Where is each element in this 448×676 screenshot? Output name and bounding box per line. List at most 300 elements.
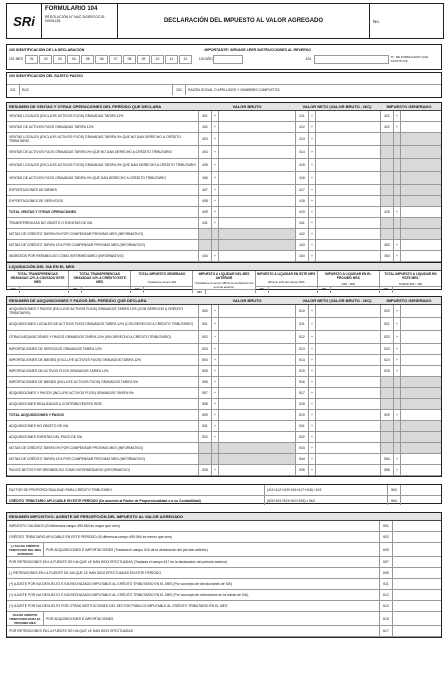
declaration-id-section (6, 44, 442, 70)
plus-sign (212, 454, 219, 464)
purchases-c2-value[interactable] (316, 421, 381, 431)
summary-code: 615 (380, 612, 393, 625)
purchases-c2-value[interactable] (316, 388, 381, 398)
sales-c3-value (401, 133, 441, 145)
month-selector (7, 54, 441, 64)
plus-sign (394, 443, 401, 453)
purchases-c2-value[interactable] (316, 399, 381, 409)
sales-row (7, 251, 441, 262)
sales-c1-value[interactable] (219, 122, 296, 132)
sales-c2-value[interactable] (316, 146, 381, 158)
resolution-number: RESOLUCIÓN N° NAC-DGERCGC15-00001128 (45, 15, 106, 23)
plus-sign: + (309, 251, 316, 261)
summary-code: 613 (380, 601, 393, 611)
purchases-c1-code: 500 (199, 305, 212, 317)
sales-c1-value[interactable] (219, 207, 296, 217)
summary-code: 609 (380, 568, 393, 578)
summary-group-label: (-) SALDO CRÉDITO TRIBUTARIO DEL MES ANTERIOR (7, 543, 44, 556)
sales-c2-value[interactable] (316, 240, 381, 250)
purchases-c3-code: 529 (381, 410, 394, 420)
summary-value[interactable] (393, 626, 441, 636)
plus-sign: + (309, 388, 316, 398)
sales-c2-value[interactable] (316, 133, 381, 145)
summary-value[interactable] (393, 557, 441, 567)
plus-sign: + (394, 465, 401, 475)
sales-title: RESUMEN DE VENTAS Y OTRAS OPERACIONES DEL PERÍODO QUE DECLARA (9, 104, 162, 109)
purchases-row (7, 366, 441, 377)
sales-c1-code (199, 229, 212, 239)
liquidation-col (131, 271, 193, 293)
purchases-c3-value[interactable] (401, 305, 441, 317)
purchases-c3-code (381, 443, 394, 453)
liquidation-col-title: TOTAL IMPUESTO GENERADO (138, 272, 186, 276)
sales-table (6, 102, 442, 263)
purchases-header (7, 297, 441, 305)
summary-code: 611 (380, 579, 393, 589)
month-box-12[interactable]: 12 (179, 55, 192, 64)
purchases-c1-value[interactable] (219, 331, 296, 343)
liquidation-col-title: IMPUESTO A LIQUIDAR EN ESTE MES (257, 272, 316, 276)
sales-c2-value[interactable] (316, 111, 381, 121)
purchases-c1-value[interactable] (219, 318, 296, 330)
month-box-03[interactable]: 03 (53, 55, 66, 64)
sales-row (7, 133, 441, 146)
liquidation-code: 483 (193, 290, 206, 294)
liquidation-col (256, 271, 318, 293)
month-box-07[interactable]: 07 (109, 55, 122, 64)
sales-c3-value[interactable] (401, 122, 441, 132)
plus-sign: + (394, 366, 401, 376)
sales-c3-code: 454 (381, 251, 394, 261)
sales-c3-value[interactable] (401, 207, 441, 217)
purchases-row (7, 331, 441, 344)
purchases-c3-value (401, 377, 441, 387)
liquidation-col-sub: (Trasládese el campo 485 de la declaración del período anterior) (194, 281, 254, 289)
liquidation-title: LIQUIDACIÓN DEL IVA EN EL MES (7, 263, 441, 271)
liquidation-field[interactable] (256, 286, 317, 293)
liquidation-field[interactable] (380, 286, 441, 293)
summary-value[interactable] (393, 601, 441, 611)
purchases-c3-code: 523 (381, 344, 394, 354)
plus-sign: + (309, 318, 316, 330)
summary-code: 612 (380, 590, 393, 600)
month-label: 101 MES (9, 57, 23, 61)
plus-sign (394, 388, 401, 398)
purchases-c1-value[interactable] (219, 465, 296, 475)
sales-c3-value (401, 196, 441, 206)
plus-sign: + (309, 229, 316, 239)
plus-sign: + (212, 218, 219, 228)
sales-c2-code: 417 (296, 185, 309, 195)
sales-c1-value[interactable] (219, 172, 296, 184)
summary-table (6, 512, 442, 638)
plus-sign: + (309, 344, 316, 354)
plus-sign: + (309, 207, 316, 217)
liquidation-field[interactable] (193, 289, 254, 294)
purchases-c3-code: 555 (381, 465, 394, 475)
sales-row (7, 159, 441, 172)
plus-sign: + (212, 196, 219, 206)
month-box-05[interactable]: 05 (81, 55, 94, 64)
ruc-field[interactable] (20, 85, 173, 95)
summary-value[interactable] (393, 532, 441, 542)
summary-code: 602 (380, 532, 393, 542)
sales-c1-value[interactable] (219, 111, 296, 121)
sales-c2-code: 412 (296, 122, 309, 132)
summary-row-label: (-) RETENCIONES EN LA FUENTE DE IVA QUE LE HAN SIDO EFECTUADAS EN ESTE PERÍODO (7, 568, 380, 578)
sales-c1-code: 406 (199, 172, 212, 184)
purchases-c2-value[interactable] (316, 318, 381, 330)
plus-sign (394, 196, 401, 206)
sales-c1-value[interactable] (219, 251, 296, 261)
summary-row (7, 590, 441, 601)
plus-sign: + (394, 318, 401, 330)
sales-row (7, 240, 441, 251)
liquidation-col-title: TOTAL TRANSFERENCIAS GRAVADAS 12% A CRÉDITO ESTE MES (73, 272, 126, 284)
sales-c3-value[interactable] (401, 111, 441, 121)
purchases-c1-code: 506 (199, 377, 212, 387)
liquidation-code: 499 (380, 287, 393, 293)
summary-row (7, 521, 441, 532)
plus-sign: + (212, 159, 219, 171)
sales-c1-value[interactable] (219, 218, 296, 228)
sales-c3-value (401, 218, 441, 228)
plus-sign: + (394, 331, 401, 343)
purchases-row-label: PAGOS NETOS POR REEMBOLSO COMO INTERMEDIARIO (INFORMATIVO) (7, 465, 199, 475)
purchases-c2-value[interactable] (316, 344, 381, 354)
sales-c3-code: 429 (381, 207, 394, 217)
sales-c1-value[interactable] (219, 146, 296, 158)
purchases-c3-value (401, 421, 441, 431)
sales-row-label: VENTAS DE ACTIVOS FIJOS GRAVADAS TARIFA 0% QUE NO DAN DERECHO A CRÉDITO TRIBUTARIO (7, 146, 199, 158)
month-box-02[interactable]: 02 (39, 55, 52, 64)
purchases-row-label: IMPORTACIONES DE ACTIVOS FIJOS GRAVADOS TARIFA 12% (7, 366, 199, 376)
purchases-c1-code: 504 (199, 355, 212, 365)
plus-sign: + (394, 240, 401, 250)
month-box-04[interactable]: 04 (67, 55, 80, 64)
plus-sign: + (309, 410, 316, 420)
sales-c3-code (381, 146, 394, 158)
sales-c2-value[interactable] (316, 218, 381, 228)
purchases-row-label: IMPORTACIONES DE BIENES (EXCLUYE ACTIVOS FIJOS) GRAVADOS TARIFA 12% (7, 355, 199, 365)
purchases-c3-value[interactable] (401, 318, 441, 330)
sales-c1-code: 408 (199, 196, 212, 206)
purchases-c1-code: 509 (199, 410, 212, 420)
plus-sign (394, 399, 401, 409)
sales-c2-value[interactable] (316, 122, 381, 132)
purchases-row (7, 399, 441, 410)
plus-sign: + (309, 146, 316, 158)
purchases-c2-code: 519 (296, 410, 309, 420)
purchases-c2-code: 513 (296, 344, 309, 354)
taxpayer-label: 200 IDENTIFICACIÓN DEL SUJETO PASIVO (9, 74, 83, 78)
col-valor-bruto: VALOR BRUTO (232, 104, 262, 109)
plus-sign: + (212, 410, 219, 420)
month-box-08[interactable]: 08 (123, 55, 136, 64)
sales-c3-value (401, 229, 441, 239)
sales-c3-code (381, 133, 394, 145)
sales-c3-code (381, 159, 394, 171)
sales-row (7, 172, 441, 185)
plus-sign: + (212, 344, 219, 354)
credito-formula: (520+521+523+524+525) x 563 (265, 496, 388, 505)
month-box-10[interactable]: 10 (151, 55, 164, 64)
plus-sign: + (394, 122, 401, 132)
purchases-row-label: ADQUISICIONES Y PAGOS (INCLUYE ACTIVOS FIJOS) GRAVADOS TARIFA 0% (7, 388, 199, 398)
liquidation-col-title: TOTAL IMPUESTO A LIQUIDAR EN ESTE MES (384, 272, 437, 280)
sales-c1-code: 409 (199, 207, 212, 217)
sales-c2-value[interactable] (316, 207, 381, 217)
plus-sign (394, 432, 401, 442)
purchases-c2-value[interactable] (316, 410, 381, 420)
purchases-c1-value[interactable] (219, 366, 296, 376)
summary-value[interactable] (393, 543, 441, 556)
credito-value[interactable] (401, 496, 441, 505)
sales-row-label: NOTAS DE CRÉDITO TARIFA 0% POR COMPENSAR PRÓXIMO MES (INFORMATIVO) (7, 229, 199, 239)
sales-c3-code (381, 196, 394, 206)
liquidation-columns (7, 271, 441, 293)
summary-row (7, 532, 441, 543)
summary-row (7, 543, 441, 557)
form-header (6, 3, 444, 39)
sales-c2-value[interactable] (316, 185, 381, 195)
plus-sign: + (309, 111, 316, 121)
sales-c2-code: 418 (296, 196, 309, 206)
purchases-c2-value[interactable] (316, 432, 381, 442)
purchases-c1-code: 505 (199, 366, 212, 376)
factor-value[interactable] (401, 485, 441, 495)
sales-c1-code: 403 (199, 133, 212, 145)
purchases-c2-code: 517 (296, 388, 309, 398)
purchases-row (7, 410, 441, 421)
sales-c2-value[interactable] (316, 172, 381, 184)
month-box-09[interactable]: 09 (137, 55, 150, 64)
plus-sign: + (212, 421, 219, 431)
plus-sign (394, 377, 401, 387)
purchases-c1-value (219, 443, 296, 453)
purchases-c1-value[interactable] (219, 421, 296, 431)
sales-row (7, 218, 441, 229)
credito-label: CRÉDITO TRIBUTARIO APLICABLE EN ESTE PERÍODO (De acuerdo al Factor de Proporcionalidad o a su Contabilidad) (7, 496, 265, 505)
plus-sign: + (309, 122, 316, 132)
summary-value[interactable] (393, 612, 441, 625)
purchases-c2-code: 544 (296, 454, 309, 464)
number-box[interactable] (369, 4, 443, 38)
sales-c2-value[interactable] (316, 196, 381, 206)
sales-c3-code: 422 (381, 122, 394, 132)
sales-c1-code (199, 240, 212, 250)
summary-value[interactable] (393, 579, 441, 589)
summary-group-label: SALDO CRÉDITO TRIBUTARIO PARA EL PRÓXIMO MES (7, 612, 44, 625)
sales-c2-value[interactable] (316, 159, 381, 171)
purchases-c2-code: 514 (296, 355, 309, 365)
liquidation-section (6, 262, 442, 294)
liquidation-field[interactable] (69, 286, 130, 293)
plus-sign (212, 443, 219, 453)
summary-code: 601 (380, 521, 393, 531)
summary-row (7, 601, 441, 612)
summary-row-label: (+) AJUSTE POR IVA DEVUELTO E IVA RECHAZADO IMPUTABLE AL CRÉDITO TRIBUTARIO EN EL MES (Por concepto de retenciones en la fuente de IVA) (7, 590, 380, 600)
sales-c2-value[interactable] (316, 251, 381, 261)
purchases-c3-value[interactable] (401, 410, 441, 420)
summary-value[interactable] (393, 568, 441, 578)
sales-row-label: VENTAS LOCALES (EXCLUYE ACTIVOS FIJOS) GRAVADAS TARIFA 0% QUE DAN DERECHO A CRÉDITO TRIBUTARIO (7, 159, 199, 171)
sales-c3-value[interactable] (401, 251, 441, 261)
sales-row-label: VENTAS DE ACTIVOS FIJOS GRAVADAS TARIFA 0% QUE DAN DERECHO A CRÉDITO TRIBUTARIO (7, 172, 199, 184)
purchases-c1-value[interactable] (219, 305, 296, 317)
plus-sign: + (212, 185, 219, 195)
purchases-c1-value[interactable] (219, 399, 296, 409)
liquidation-col (318, 271, 380, 293)
summary-row-label: CRÉDITO TRIBUTARIO APLICABLE EN ESTE PERÍODO (Si diferencia campo 499-564 es menor que cero) (7, 532, 380, 542)
liquidation-field[interactable] (131, 286, 192, 293)
purchases-c2-value[interactable] (316, 443, 381, 453)
purchases-c1-value[interactable] (219, 410, 296, 420)
purchases-c3-value[interactable] (401, 344, 441, 354)
sales-header (7, 103, 441, 111)
sales-c3-code: 453 (381, 240, 394, 250)
form-id-box (42, 4, 118, 38)
plus-sign (394, 159, 401, 171)
sales-c2-code: 419 (296, 207, 309, 217)
plus-sign: + (212, 331, 219, 343)
plus-sign (212, 240, 219, 250)
plus-sign: + (309, 240, 316, 250)
purchases-c1-code: 508 (199, 399, 212, 409)
plus-sign (394, 133, 401, 145)
purchases-c2-code: 543 (296, 443, 309, 453)
sales-c1-value[interactable] (219, 159, 296, 171)
sales-c2-code: 414 (296, 146, 309, 158)
plus-sign (212, 229, 219, 239)
purchases-c2-value[interactable] (316, 454, 381, 464)
purchases-row (7, 465, 441, 476)
plus-sign: + (394, 251, 401, 261)
sales-row (7, 185, 441, 196)
sales-row (7, 146, 441, 159)
purchases-c1-value[interactable] (219, 355, 296, 365)
sales-row (7, 196, 441, 207)
sales-c2-code: 442 (296, 229, 309, 239)
purchases-c2-code: 511 (296, 318, 309, 330)
plus-sign: + (309, 465, 316, 475)
purchases-c2-code: 516 (296, 377, 309, 387)
sales-c3-value (401, 185, 441, 195)
substitute-code: 104 (305, 57, 312, 61)
purchases-c2-value[interactable] (316, 355, 381, 365)
purchases-c3-code: 520 (381, 305, 394, 317)
sales-c1-value (219, 229, 296, 239)
purchases-c1-code: 532 (199, 432, 212, 442)
plus-sign: + (394, 344, 401, 354)
sales-row-label: EXPORTACIONES DE SERVICIOS (7, 196, 199, 206)
substitute-field[interactable] (314, 55, 389, 64)
sales-row-label: VENTAS LOCALES (EXCLUYE ACTIVOS FIJOS) GRAVADAS TARIFA 12% (7, 111, 199, 121)
purchases-row-label: ADQUISICIONES LOCALES DE ACTIVOS FIJOS GRAVADOS TARIFA 12% (CON DERECHO A CRÉDITO TRIBUTARIO) (7, 318, 199, 330)
liquidation-col-title: TOTAL TRANSFERENCIAS GRAVADAS 12% A CONTADO ESTE MES (10, 272, 65, 284)
sales-row (7, 122, 441, 133)
purchases-c2-value[interactable] (316, 366, 381, 376)
plus-sign: + (212, 465, 219, 475)
purchases-c2-value[interactable] (316, 377, 381, 387)
plus-sign: + (394, 111, 401, 121)
razon-social-field[interactable] (186, 85, 441, 95)
substitute-label: N°. DE FORMULARIO QUE SUSTITUYE (390, 55, 429, 63)
purchases-c1-code: 503 (199, 344, 212, 354)
purchases-c2-value[interactable] (316, 305, 381, 317)
year-field[interactable] (213, 55, 242, 64)
purchases-c2-value[interactable] (316, 331, 381, 343)
summary-row (7, 568, 441, 579)
sales-c3-code (381, 172, 394, 184)
plus-sign: + (212, 251, 219, 261)
plus-sign: + (309, 421, 316, 431)
liquidation-field[interactable] (7, 286, 68, 293)
purchases-c1-value[interactable] (219, 432, 296, 442)
important-note: IMPORTANTE: SÍRVASE LEER INSTRUCCIONES AL REVERSO (204, 47, 311, 52)
factor-row (7, 485, 441, 496)
plus-sign: + (394, 410, 401, 420)
purchases-row (7, 305, 441, 318)
month-box-06[interactable]: 06 (95, 55, 108, 64)
month-box-11[interactable]: 11 (165, 55, 178, 64)
sales-c3-code: 421 (381, 111, 394, 121)
purchases-c1-value[interactable] (219, 344, 296, 354)
purchases-c1-code (199, 454, 212, 464)
plus-sign: + (309, 305, 316, 317)
summary-value[interactable] (393, 521, 441, 531)
plus-sign: + (212, 432, 219, 442)
plus-sign: + (394, 207, 401, 217)
sales-c2-value[interactable] (316, 229, 381, 239)
factor-section (6, 484, 442, 504)
sales-c2-code: 415 (296, 159, 309, 171)
liquidation-col (380, 271, 441, 293)
purchases-c3-value[interactable] (401, 355, 441, 365)
sales-c1-code: 434 (199, 251, 212, 261)
summary-row (7, 579, 441, 590)
purchases-c3-value[interactable] (401, 454, 441, 464)
sales-c2-code: 444 (296, 251, 309, 261)
purchases-c3-value[interactable] (401, 465, 441, 475)
liquidation-code: 482 (131, 287, 144, 293)
purchases-row-label: NOTAS DE CRÉDITO TARIFA 0% POR COMPENSAR PRÓXIMO MES (INFORMATIVO) (7, 443, 199, 453)
liquidation-field[interactable] (318, 286, 379, 293)
plus-sign (394, 172, 401, 184)
purchases-row-label: OTRAS ADQUISICIONES Y PAGOS GRAVADOS TARIFA 12% (SIN DERECHO A CRÉDITO TRIBUTARIO) (7, 331, 199, 343)
summary-row-label: POR ADQUISICIONES E IMPORTACIONES (Traslada el campo 615 de la declaración del período anterior) (44, 543, 380, 556)
purchases-c2-value[interactable] (316, 465, 381, 475)
summary-row-label: POR ADQUISICIONES E IMPORTACIONES (44, 612, 380, 625)
purchases-c1-value[interactable] (219, 377, 296, 387)
purchases-c1-value (219, 454, 296, 464)
plus-sign: + (309, 159, 316, 171)
sales-c1-code: 431 (199, 218, 212, 228)
purchases-c3-value[interactable] (401, 331, 441, 343)
summary-value[interactable] (393, 590, 441, 600)
purchases-c3-value[interactable] (401, 366, 441, 376)
plus-sign: + (212, 355, 219, 365)
sales-c3-value[interactable] (401, 240, 441, 250)
ruc-label: RUC (22, 88, 30, 92)
purchases-c1-value[interactable] (219, 388, 296, 398)
sales-c1-value[interactable] (219, 133, 296, 145)
sales-c1-value[interactable] (219, 185, 296, 195)
summary-row-label: IMPUESTO CAUSADO (Si diferencia campo 499-564 es mayor que cero) (7, 521, 380, 531)
purchases-row (7, 355, 441, 366)
month-box-01[interactable]: 01 (25, 55, 38, 64)
sales-c1-value[interactable] (219, 196, 296, 206)
